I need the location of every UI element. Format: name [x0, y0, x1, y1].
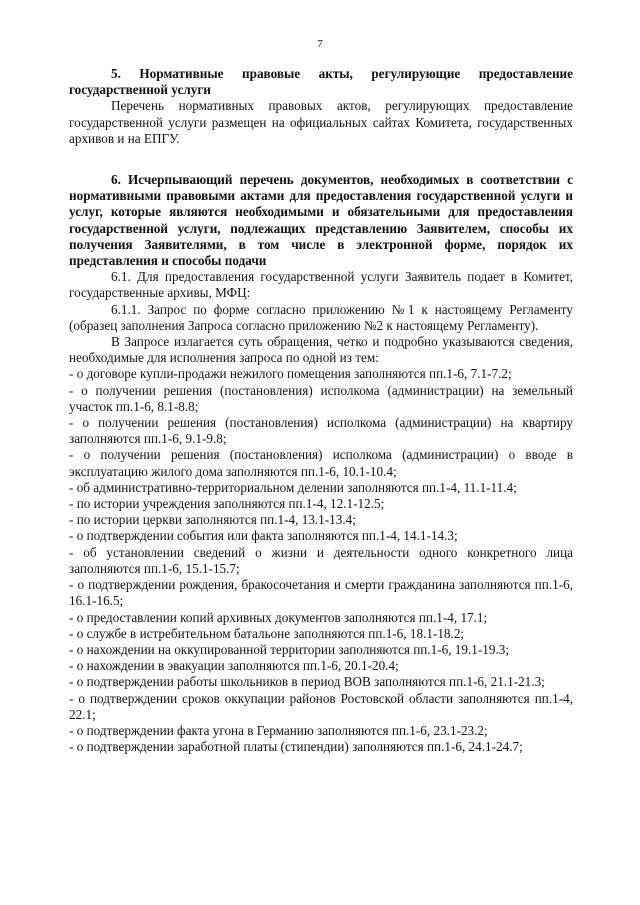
list-item: - об административно-территориальном делении заполняются пп.1-4, 11.1-11.4; [69, 479, 517, 495]
section-5-heading: 5. Нормативные правовые акты, регулирующие предоставление государственной услуги [69, 66, 573, 98]
list-item: - о подтверждении заработной платы (стипендии) заполняются пп.1-6, 24.1-24.7; [69, 739, 523, 755]
paragraph-6-1: 6.1. Для предоставления государственной услуги Заявитель подает в Комитет, государственные архивы, МФЦ: [69, 269, 573, 301]
list-item: - о подтверждении сроков оккупации районов Ростовской области заполняются пп.1-4, 22.1; [69, 690, 573, 722]
list-item: - о получении решения (постановления) исполкома (администрации) на квартиру заполняются пп.1-6, 9.1-9.8; [69, 415, 573, 447]
list-item: - о предоставлении копий архивных документов заполняются пп.1-4, 17.1; [69, 609, 488, 625]
list-item: - о получении решения (постановления) исполкома (администрации) на земельный участок пп.1-6, 8.1-8.8; [69, 382, 573, 414]
document-body [69, 66, 573, 755]
list-item: - о нахождении на оккупированной территории заполняются пп.1-6, 19.1-19.3; [69, 641, 510, 657]
section-6-heading: 6. Исчерпывающий перечень документов, необходимых в соответствии с нормативными правовыми актами для предоставления государственной услуги и услуг, которые являются необходимыми и обязательными для предоставления государственной услуги, подлежащих представлению Заявителем, способы их получения Заявителями, в том числе в электронной форме, порядок их представления и способы подачи [69, 172, 573, 269]
list-item: - о договоре купли-продажи нежилого помещения заполняются пп.1-6, 7.1-7.2; [69, 366, 512, 382]
list-item: - о службе в истребительном батальоне заполняются пп.1-6, 18.1-18.2; [69, 625, 465, 641]
list-item: - о получении решения (постановления) исполкома (администрации) о вводе в эксплуатацию жилого дома заполняются пп.1-6, 10.1-10.4; [69, 447, 573, 479]
section-spacer [69, 147, 573, 172]
section-5-text: Перечень нормативных правовых актов, регулирующих предоставление государственной услуги размещен на официальных сайтах Комитета, государственных архивов и на ЕПГУ. [69, 98, 573, 146]
list-item: - о подтверждении факта угона в Германию заполняются пп.1-6, 23.1-23.2; [69, 722, 488, 738]
list-item: - о подтверждении работы школьников в период ВОВ заполняются пп.1-6, 21.1-21.3; [69, 674, 545, 690]
list-item: - по истории учреждения заполняются пп.1-4, 12.1-12.5; [69, 496, 385, 512]
paragraph-request-description: В Запросе излагается суть обращения, четко и подробно указываются сведения, необходимые для исполнения запроса по одной из тем: [69, 334, 573, 366]
list-item: - по истории церкви заполняются пп.1-4, 13.1-13.4; [69, 512, 356, 528]
list-item: - о нахождении в эвакуации заполняются пп.1-6, 20.1-20.4; [69, 658, 399, 674]
list-item: - об установлении сведений о жизни и деятельности одного конкретного лица заполняются пп.1-6, 15.1-15.7; [69, 544, 573, 576]
list-item: - о подтверждении события или факта заполняются пп.1-4, 14.1-14.3; [69, 528, 458, 544]
page-number: 7 [317, 38, 323, 50]
paragraph-6-1-1: 6.1.1. Запрос по форме согласно приложению №1 к настоящему Регламенту (образец заполнения Запроса согласно приложению №2 к настоящему Регламенту). [69, 301, 573, 333]
list-item: - о подтверждении рождения, бракосочетания и смерти гражданина заполняются пп.1-6, 16.1-16.5; [69, 577, 573, 609]
